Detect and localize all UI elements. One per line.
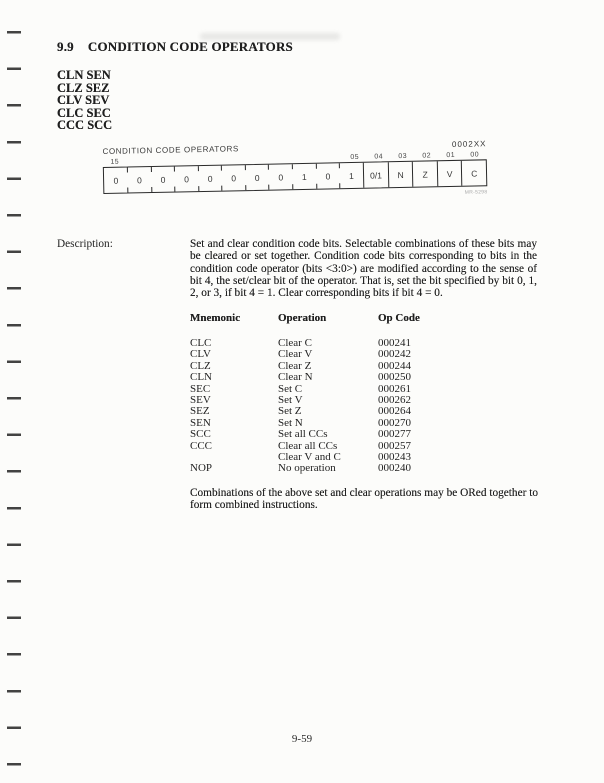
closing-paragraph: Combinations of the above set and clear operations may be ORed together to form combined instructions. — [190, 487, 538, 512]
register-bit-cell: 1 — [292, 164, 316, 189]
cell-operation: Clear N — [278, 371, 313, 384]
opcode-table — [190, 312, 490, 475]
table-row — [190, 372, 490, 383]
cell-mnemonic: CLN — [190, 371, 212, 384]
table-row — [190, 452, 490, 463]
header-opcode: Op Code — [378, 312, 420, 324]
bit-number-label: 04 — [374, 153, 384, 161]
description-label: Description: — [57, 238, 113, 250]
bit-number-label — [247, 156, 271, 163]
table-row — [190, 349, 490, 360]
register-bit-cell: V — [437, 161, 462, 186]
cell-mnemonic: CLZ — [190, 359, 211, 372]
bit-number-label — [295, 155, 319, 162]
register-bit-cell: 0 — [113, 175, 119, 186]
table-row — [190, 384, 490, 395]
drawing-reference: MR-5298 — [464, 189, 488, 196]
mnemonic-pair-list — [57, 69, 112, 132]
bit-number-label — [271, 155, 295, 162]
description-text: Set and clear condition code bits. Selectable combinations of these bits may be cleared or set together. Condition code bits corresponding to bits in the condition code operator (bits <3:0>) are modified according to the sense of bit 4, the set/clear bit of the operator. That is, set the bit specified by bit 0, 1, 2, or 3, if bit 4 = 1. Clear corresponding bits if bit 4 = 0. — [190, 238, 537, 300]
cell-opcode: 000257 — [378, 439, 411, 452]
register-bit-cell: 0 — [222, 165, 246, 190]
cell-mnemonic: SEN — [190, 416, 211, 429]
mnemonic-pair: CLC SEC — [57, 105, 111, 120]
cell-opcode: 000261 — [378, 382, 411, 395]
cell-mnemonic: CLC — [190, 337, 212, 349]
cell-opcode: 000242 — [378, 348, 411, 361]
cell-operation: Clear Z — [278, 359, 312, 372]
register-bit-cell: C — [461, 160, 486, 185]
cell-opcode: 000241 — [378, 337, 411, 349]
register-bit-cell: 0 — [316, 163, 340, 188]
cell-opcode: 000270 — [378, 416, 411, 429]
register-bit-cell: N — [388, 162, 413, 187]
register-bit-cell: 0/1 — [363, 162, 388, 187]
mnemonic-pair: CLN SEN — [57, 68, 111, 82]
register-bit-cell: Z — [412, 161, 437, 186]
bit-number-label — [175, 157, 199, 164]
table-row — [190, 418, 490, 429]
header-operation: Operation — [278, 312, 327, 324]
cell-operation: Set Z — [278, 405, 302, 418]
bit-number-label: 01 — [446, 151, 456, 160]
cell-mnemonic: NOP — [190, 462, 213, 475]
bit-number-label: 00 — [470, 151, 480, 159]
cell-operation: Set V — [278, 394, 303, 407]
instruction-format-diagram — [102, 139, 487, 203]
bit-number-label — [127, 158, 151, 165]
bit-number-label — [199, 157, 223, 164]
bit-number-label — [151, 158, 175, 165]
cell-operation: No operation — [278, 462, 336, 475]
cell-opcode: 000240 — [378, 462, 411, 475]
cell-operation: Clear C — [278, 337, 312, 349]
section-number: 9.9 — [57, 39, 74, 54]
cell-mnemonic: SEC — [190, 382, 211, 395]
bit-number-label: 05 — [350, 153, 360, 162]
table-row — [190, 361, 490, 372]
diagram-caption: CONDITION CODE OPERATORS — [102, 144, 239, 157]
table-row — [190, 395, 490, 406]
table-row — [190, 406, 490, 417]
bit-number-label: 15 — [110, 158, 120, 166]
cell-opcode: 000250 — [378, 371, 411, 384]
section-heading — [57, 39, 293, 55]
binding-marks — [7, 31, 21, 771]
bit-number-label: 02 — [422, 152, 432, 160]
register-bit-cell: 0 — [245, 165, 269, 190]
register-bit-cell: 0 — [269, 164, 293, 189]
bit-number-label — [223, 156, 247, 163]
table-row — [190, 338, 490, 349]
cell-mnemonic: SEV — [190, 394, 211, 407]
cell-mnemonic: CCC — [190, 439, 213, 452]
mnemonic-pair: CLV SEV — [57, 93, 110, 108]
cell-opcode: 000243 — [378, 451, 411, 464]
register-bit-cell: 0 — [175, 166, 199, 191]
section-title: CONDITION CODE OPERATORS — [87, 39, 293, 54]
description-section — [57, 238, 537, 299]
cell-opcode: 000244 — [378, 359, 411, 372]
mnemonic-pair: CLZ SEZ — [57, 80, 110, 95]
cell-operation: Set all CCs — [278, 428, 328, 441]
bit-number-label: 03 — [398, 152, 408, 161]
cell-mnemonic: SCC — [190, 428, 211, 441]
page-number: 9-59 — [291, 733, 313, 745]
register-bit-cell: 1 — [339, 163, 363, 188]
cell-opcode: 000262 — [378, 394, 411, 407]
diagram-octal-code: 0002XX — [451, 139, 487, 149]
register-bit-cell: 0 — [127, 167, 151, 192]
opcode-table-header — [190, 312, 490, 324]
register-bit-cell: 0 — [198, 166, 222, 191]
cell-opcode: 000264 — [378, 405, 411, 418]
opcode-table-body — [190, 338, 490, 475]
header-mnemonic: Mnemonic — [190, 312, 241, 324]
bit-number-label — [319, 154, 343, 161]
cell-operation: Set N — [278, 416, 303, 429]
cell-operation: Clear all CCs — [278, 439, 338, 452]
mnemonic-pair: CCC SCC — [57, 118, 113, 133]
cell-operation: Clear V and C — [278, 451, 341, 464]
cell-operation: Clear V — [278, 348, 313, 361]
register-bit-cell: 0 — [151, 167, 175, 192]
cell-opcode: 000277 — [378, 428, 411, 441]
cell-mnemonic: CLV — [190, 348, 211, 361]
cell-operation: Set C — [278, 382, 303, 395]
cell-mnemonic: SEZ — [190, 405, 210, 418]
table-row — [190, 429, 490, 440]
table-row — [190, 463, 490, 474]
